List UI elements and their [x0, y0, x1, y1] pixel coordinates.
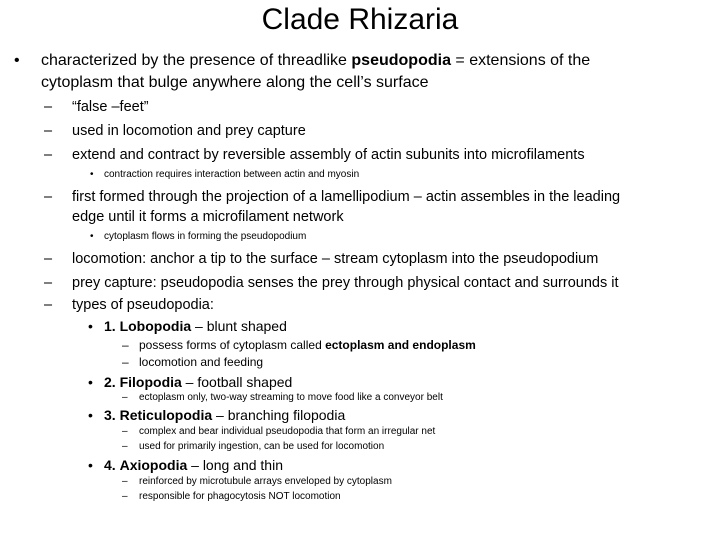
dash-marker: – — [122, 491, 128, 502]
type-name: Axiopodia — [119, 457, 188, 473]
dash-marker: – — [44, 189, 53, 205]
note-contraction: contraction requires interaction between actin and myosin — [104, 169, 360, 180]
intro-text-end: = extensions of the — [450, 52, 591, 69]
point-extend: extend and contract by reversible assembly of actin subunits into microfilaments — [72, 147, 585, 163]
note-cytoplasm-flows: cytoplasm flows in forming the pseudopodium — [104, 231, 307, 242]
type-desc: – blunt shaped — [191, 318, 287, 334]
dash-marker: – — [122, 355, 129, 369]
intro-line-1 — [41, 50, 590, 72]
type-number: 1. — [104, 318, 116, 334]
lobopodia-detail-2: locomotion and feeding — [139, 355, 264, 369]
reticulopodia-detail-2: used for primarily ingestion, can be used for locomotion — [139, 441, 385, 452]
type-number: 3. — [104, 407, 116, 423]
slide-title: Clade Rhizaria — [261, 3, 459, 36]
point-prey-use: used in locomotion and prey capture — [72, 123, 306, 139]
dash-marker: – — [122, 426, 128, 437]
intro-line-2: cytoplasm that bulge anywhere along the cell’s surface — [41, 74, 429, 91]
bullet-marker: • — [88, 407, 93, 423]
bullet-marker: • — [14, 52, 20, 69]
type-desc: – branching filopodia — [212, 407, 346, 423]
dash-marker: – — [44, 99, 53, 115]
dash-marker: – — [44, 251, 53, 267]
intro-text: characterized by the presence of threadlike — [41, 52, 352, 69]
point-prey-capture: prey capture: pseudopodia senses the prey through physical contact and surrounds it — [72, 275, 619, 291]
type-number: 4. — [104, 457, 116, 473]
type-reticulopodia — [104, 405, 345, 425]
reticulopodia-detail-1: complex and bear individual pseudopodia that form an irregular net — [139, 426, 436, 437]
bullet-marker: • — [88, 318, 93, 334]
detail-text: possess forms of cytoplasm called — [139, 338, 326, 352]
bullet-marker: • — [88, 374, 93, 390]
bullet-marker: • — [90, 169, 94, 180]
lobopodia-detail-1 — [139, 337, 476, 353]
filopodia-detail-1: ectoplasm only, two-way streaming to move food like a conveyor belt — [139, 392, 443, 403]
dash-marker: – — [44, 297, 53, 313]
axiopodia-detail-2: responsible for phagocytosis NOT locomotion — [139, 491, 341, 502]
dash-marker: – — [44, 123, 53, 139]
type-desc: – football shaped — [181, 374, 293, 390]
dash-marker: – — [122, 441, 128, 452]
type-name: Filopodia — [119, 374, 182, 390]
dash-marker: – — [122, 476, 128, 487]
point-formed-line-1: first formed through the projection of a lamellipodium – actin assembles in the leading — [72, 189, 621, 205]
point-false-feet: “false –feet” — [72, 99, 149, 115]
type-lobopodia — [104, 316, 287, 336]
point-types: types of pseudopodia: — [72, 297, 214, 313]
dash-marker: – — [44, 147, 53, 163]
type-name: Lobopodia — [119, 318, 192, 334]
type-filopodia — [104, 372, 292, 392]
dash-marker: – — [44, 275, 53, 291]
bullet-marker: • — [88, 457, 93, 473]
point-formed-line-2: edge until it forms a microfilament network — [72, 209, 344, 225]
axiopodia-detail-1: reinforced by microtubule arrays enveloped by cytoplasm — [139, 476, 392, 487]
type-number: 2. — [104, 374, 116, 390]
bullet-marker: • — [90, 231, 94, 242]
dash-marker: – — [122, 392, 128, 403]
detail-term: ectoplasm and endoplasm — [325, 338, 476, 352]
type-name: Reticulopodia — [119, 407, 213, 423]
type-axiopodia — [104, 455, 283, 475]
intro-term-pseudopodia: pseudopodia — [351, 52, 451, 69]
dash-marker: – — [122, 338, 129, 352]
type-desc: – long and thin — [187, 457, 283, 473]
point-locomotion: locomotion: anchor a tip to the surface – stream cytoplasm into the pseudopodium — [72, 251, 599, 267]
